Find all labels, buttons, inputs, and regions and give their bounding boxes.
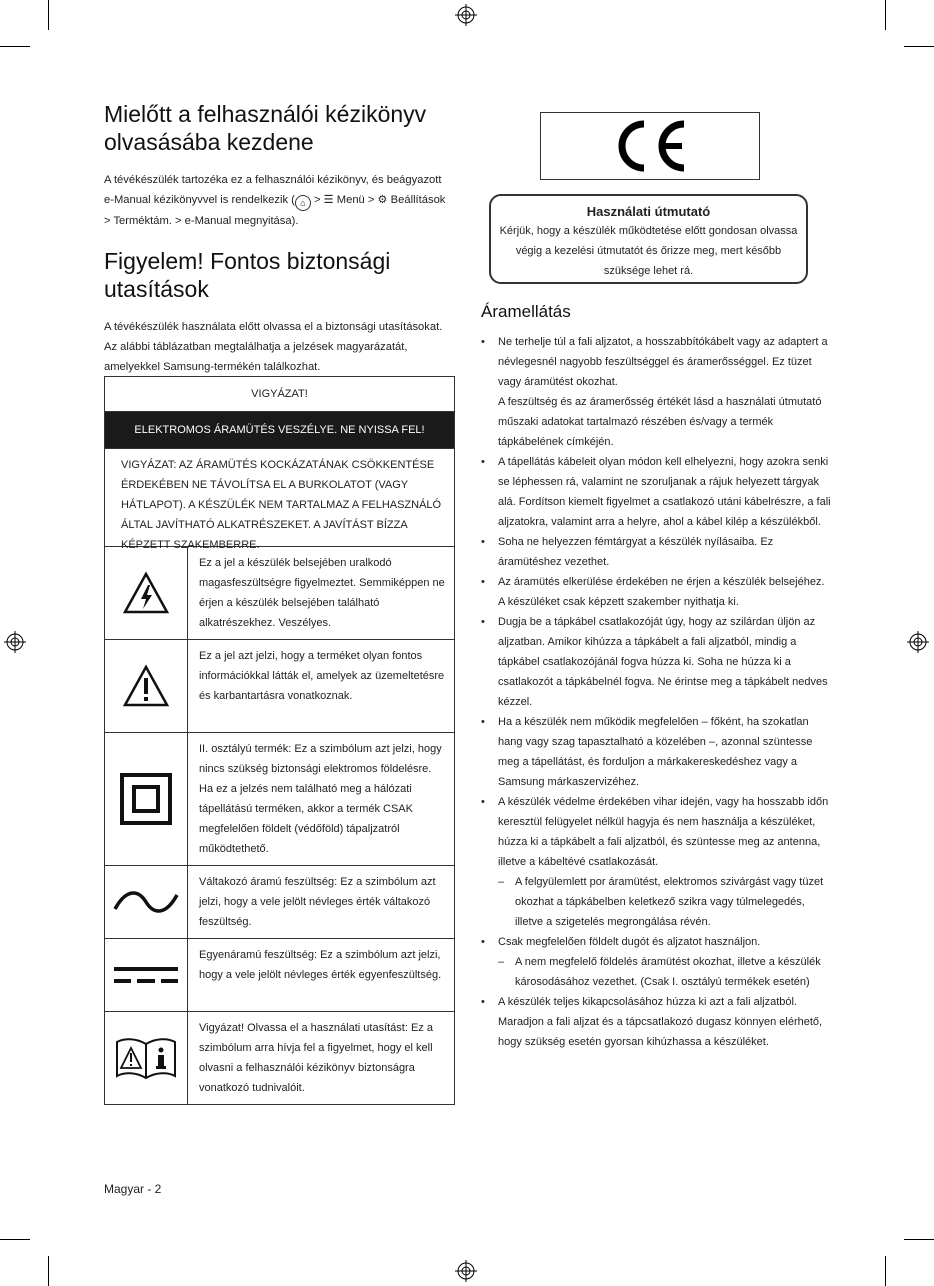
separator: > [364, 194, 378, 206]
double-square-icon [105, 733, 188, 865]
symbol-description: Ez a jel a készülék belsejében uralkodó magasfeszültségre figyelmeztet. Semmiképpen ne érjen a készülék belsejében található alkatrészekhez. Veszélyes. [199, 557, 445, 629]
symbol-description: Egyenáramú feszültség: Ez a szimbólum azt jelzi, hogy a vele jelölt névleges érték egyenfeszültség. [199, 949, 442, 981]
registration-mark-icon [455, 4, 477, 26]
separator: > [171, 215, 185, 227]
list-item: • Dugja be a tápkábel csatlakozóját úgy, hogy az szilárdan üljön az aljzatban. Amikor kihúzza a tápkábelt a fali aljzatból, mindig a tápkábel csatlakozójánál fogva húzza ki. Soha ne húzza ki a csatlakozót a tápkábelnél fogva. Ne érintse meg a tápkábelt nedves kézzel. [481, 612, 831, 712]
intro-paragraph [104, 170, 454, 231]
list-item: • A készülék teljes kikapcsolásához húzza ki azt a fali aljzatból. Maradjon a fali aljzat és a tápcsatlakozó dugasz könnyen elérhető, hogy szükség esetén gyorsan kihúzhassa a készüléket. [481, 992, 831, 1052]
settings-label: Beállítások [390, 194, 446, 206]
symbol-row [105, 1012, 454, 1104]
section-title: Figyelem! Fontos biztonsági utasítások [104, 248, 391, 302]
list-item [481, 792, 831, 932]
read-manual-icon [105, 1012, 188, 1104]
ce-mark-icon [610, 118, 690, 174]
warning-header: VIGYÁZAT! [105, 377, 454, 412]
separator: > [310, 194, 324, 206]
crop-mark [0, 1239, 30, 1240]
sub-list [498, 952, 831, 992]
registration-mark-icon [907, 631, 929, 653]
shock-warning-bar: ELEKTROMOS ÁRAMÜTÉS VESZÉLYE. NE NYISSA FEL! [105, 412, 454, 449]
symbol-description: Vigyázat! Olvassa el a használati utasítást: Ez a szimbólum arra hívja fel a figyelmet, hogy el kell olvasni a felhasználói kézikönyv biztonságra vonatkozó tudnivalóit. [199, 1022, 433, 1094]
intro-text: A tévékészülék tartozéka ez a felhasználói kézikönyv, és beágyazott e-Manual kézikönyvvel is rendelkezik ( [104, 174, 442, 206]
sub-list-item: – A felgyülemlett por áramütést, elektromos szivárgást vagy tüzet okozhat a tápkábelben keletkező szikra vagy túlmelegedés, illetve a szigetelés megrongálása révén. [498, 872, 831, 932]
menu-icon: ☰ [323, 194, 337, 206]
warning-table [104, 376, 455, 1105]
guide-body: Kérjük, hogy a készülék működtetése előtt gondosan olvassa végig a kezelési útmutatót és őrizze meg, mert később szüksége lehet rá. [499, 225, 798, 277]
crop-mark [48, 1256, 49, 1286]
menu-label: Menü [336, 194, 365, 206]
page-title: Mielőtt a felhasználói kézikönyv olvasásába kezdene [104, 101, 427, 155]
crop-mark [0, 46, 30, 47]
list-item [481, 332, 831, 452]
list-item-text: A készülék védelme érdekében vihar idején, vagy ha hosszabb időn keresztül felügyelet nélkül hagyja és nem használja a készüléket, húzza ki a tápkábelt a fali aljzatból, és szüntesse meg az antenna, illetve a kábeltévé csatlakozását. [498, 796, 829, 868]
list-item-text: Csak megfelelően földelt dugót és aljzatot használjon. [498, 936, 761, 948]
caution-text: VIGYÁZAT: AZ ÁRAMÜTÉS KOCKÁZATÁNAK CSÖKKENTÉSE ÉRDEKÉBEN NE TÁVOLÍTSA EL A BURKOLATOT (VAGY HÁTLAPOT). A KÉSZÜLÉK NEM TARTALMAZ A FELHASZNÁLÓ ÁLTAL JAVÍTHATÓ ALKATRÉSZEKET. A JAVÍTÁST BÍZZA KÉPZETT SZAKEMBERRE. [105, 449, 454, 547]
gear-icon: ⚙ [377, 194, 391, 206]
support-label: Terméktám. [113, 215, 172, 227]
list-item: • Ha a készülék nem működik megfelelően – főként, ha szokatlan hang vagy szag tapasztalható a közelében –, azonnal szüntesse meg a tápellátást, és forduljon a márkakereskedéshez vagy a Samsung márkaszervizéhez. [481, 712, 831, 792]
ce-mark-box [540, 112, 760, 180]
symbol-row [105, 939, 454, 1012]
crop-mark [904, 1239, 934, 1240]
symbol-row [105, 733, 454, 866]
symbol-description: II. osztályú termék: Ez a szimbólum azt jelzi, hogy nincs szükség biztonsági elektromos földelésre. Ha ez a jelzés nem található meg a hálózati tápellátású terméken, akkor a termék CSAK megfelelően földelt (védőföld) tápaljzatról működtethető. [199, 743, 442, 855]
right-column [481, 300, 831, 1052]
page-footer: Magyar - 2 [104, 1182, 162, 1196]
left-column [104, 100, 454, 377]
symbol-row [105, 866, 454, 939]
list-item: • Az áramütés elkerülése érdekében ne érjen a készülék belsejéhez. A készüléket csak képzett szakember nyithatja ki. [481, 572, 831, 612]
ac-wave-icon [105, 866, 188, 938]
sub-list-item: – A nem megfelelő földelés áramütést okozhat, illetve a készülék károsodásához vezethet. (Csak I. osztályú termékek esetén) [498, 952, 831, 992]
crop-mark [48, 0, 49, 30]
lightning-triangle-icon [105, 547, 188, 639]
symbol-description: Váltakozó áramú feszültség: Ez a szimbólum azt jelzi, hogy a vele jelölt névleges érték váltakozó feszültség. [199, 876, 436, 928]
separator: > [104, 215, 114, 227]
list-item-text: Ne terhelje túl a fali aljzatot, a hosszabbítókábelt vagy az adaptert a névlegesnél nagyobb feszültséggel és áramerősséggel. Ez tüzet vagy áramütést okozhat. [498, 336, 828, 388]
list-item-extra: A feszültség és az áramerősség értékét lásd a használati útmutató műszaki adatokat tartalmazó részében és/vagy a termék tápkábelének címkéjén. [498, 396, 822, 448]
user-guide-note [489, 194, 808, 284]
emanual-label: e-Manual megnyitása [184, 215, 292, 227]
symbol-description: Ez a jel azt jelzi, hogy a terméket olyan fontos információkkal látták el, amelyek az üzemeltetésre és karbantartásra vonatkoznak. [199, 650, 445, 702]
list-item: • Soha ne helyezzen fémtárgyat a készülék nyílásaiba. Ez áramütéshez vezethet. [481, 532, 831, 572]
guide-title: Használati útmutató [586, 204, 711, 219]
registration-mark-icon [455, 1260, 477, 1282]
intro-end: ). [291, 215, 299, 227]
crop-mark [885, 1256, 886, 1286]
home-icon: ⌂ [295, 195, 311, 211]
registration-mark-icon [4, 631, 26, 653]
safety-intro: A tévékészülék használata előtt olvassa el a biztonsági utasításokat. Az alábbi táblázatban megtalálhatja a jelzések magyarázatát, amelyekkel Samsung-termékén találkozhat. [104, 321, 443, 373]
list-item: • A tápellátás kábeleit olyan módon kell elhelyezni, hogy azokra senki se léphessen rá, valamint ne szoruljanak a rájuk helyezett tárgyak alá. Fordítson kiemelt figyelmet a csatlakozó utáni kábelrészre, a fali aljzatokra, valamint arra a helyre, ahol a kábel kilép a készülékből. [481, 452, 831, 532]
list-item [481, 932, 831, 992]
power-bullet-list [481, 332, 831, 1052]
exclamation-triangle-icon [105, 640, 188, 732]
section-title: Áramellátás [481, 302, 571, 321]
symbol-row [105, 547, 454, 640]
symbol-row [105, 640, 454, 733]
crop-mark [904, 46, 934, 47]
crop-mark [885, 0, 886, 30]
dc-lines-icon [105, 939, 188, 1011]
sub-list [498, 872, 831, 932]
